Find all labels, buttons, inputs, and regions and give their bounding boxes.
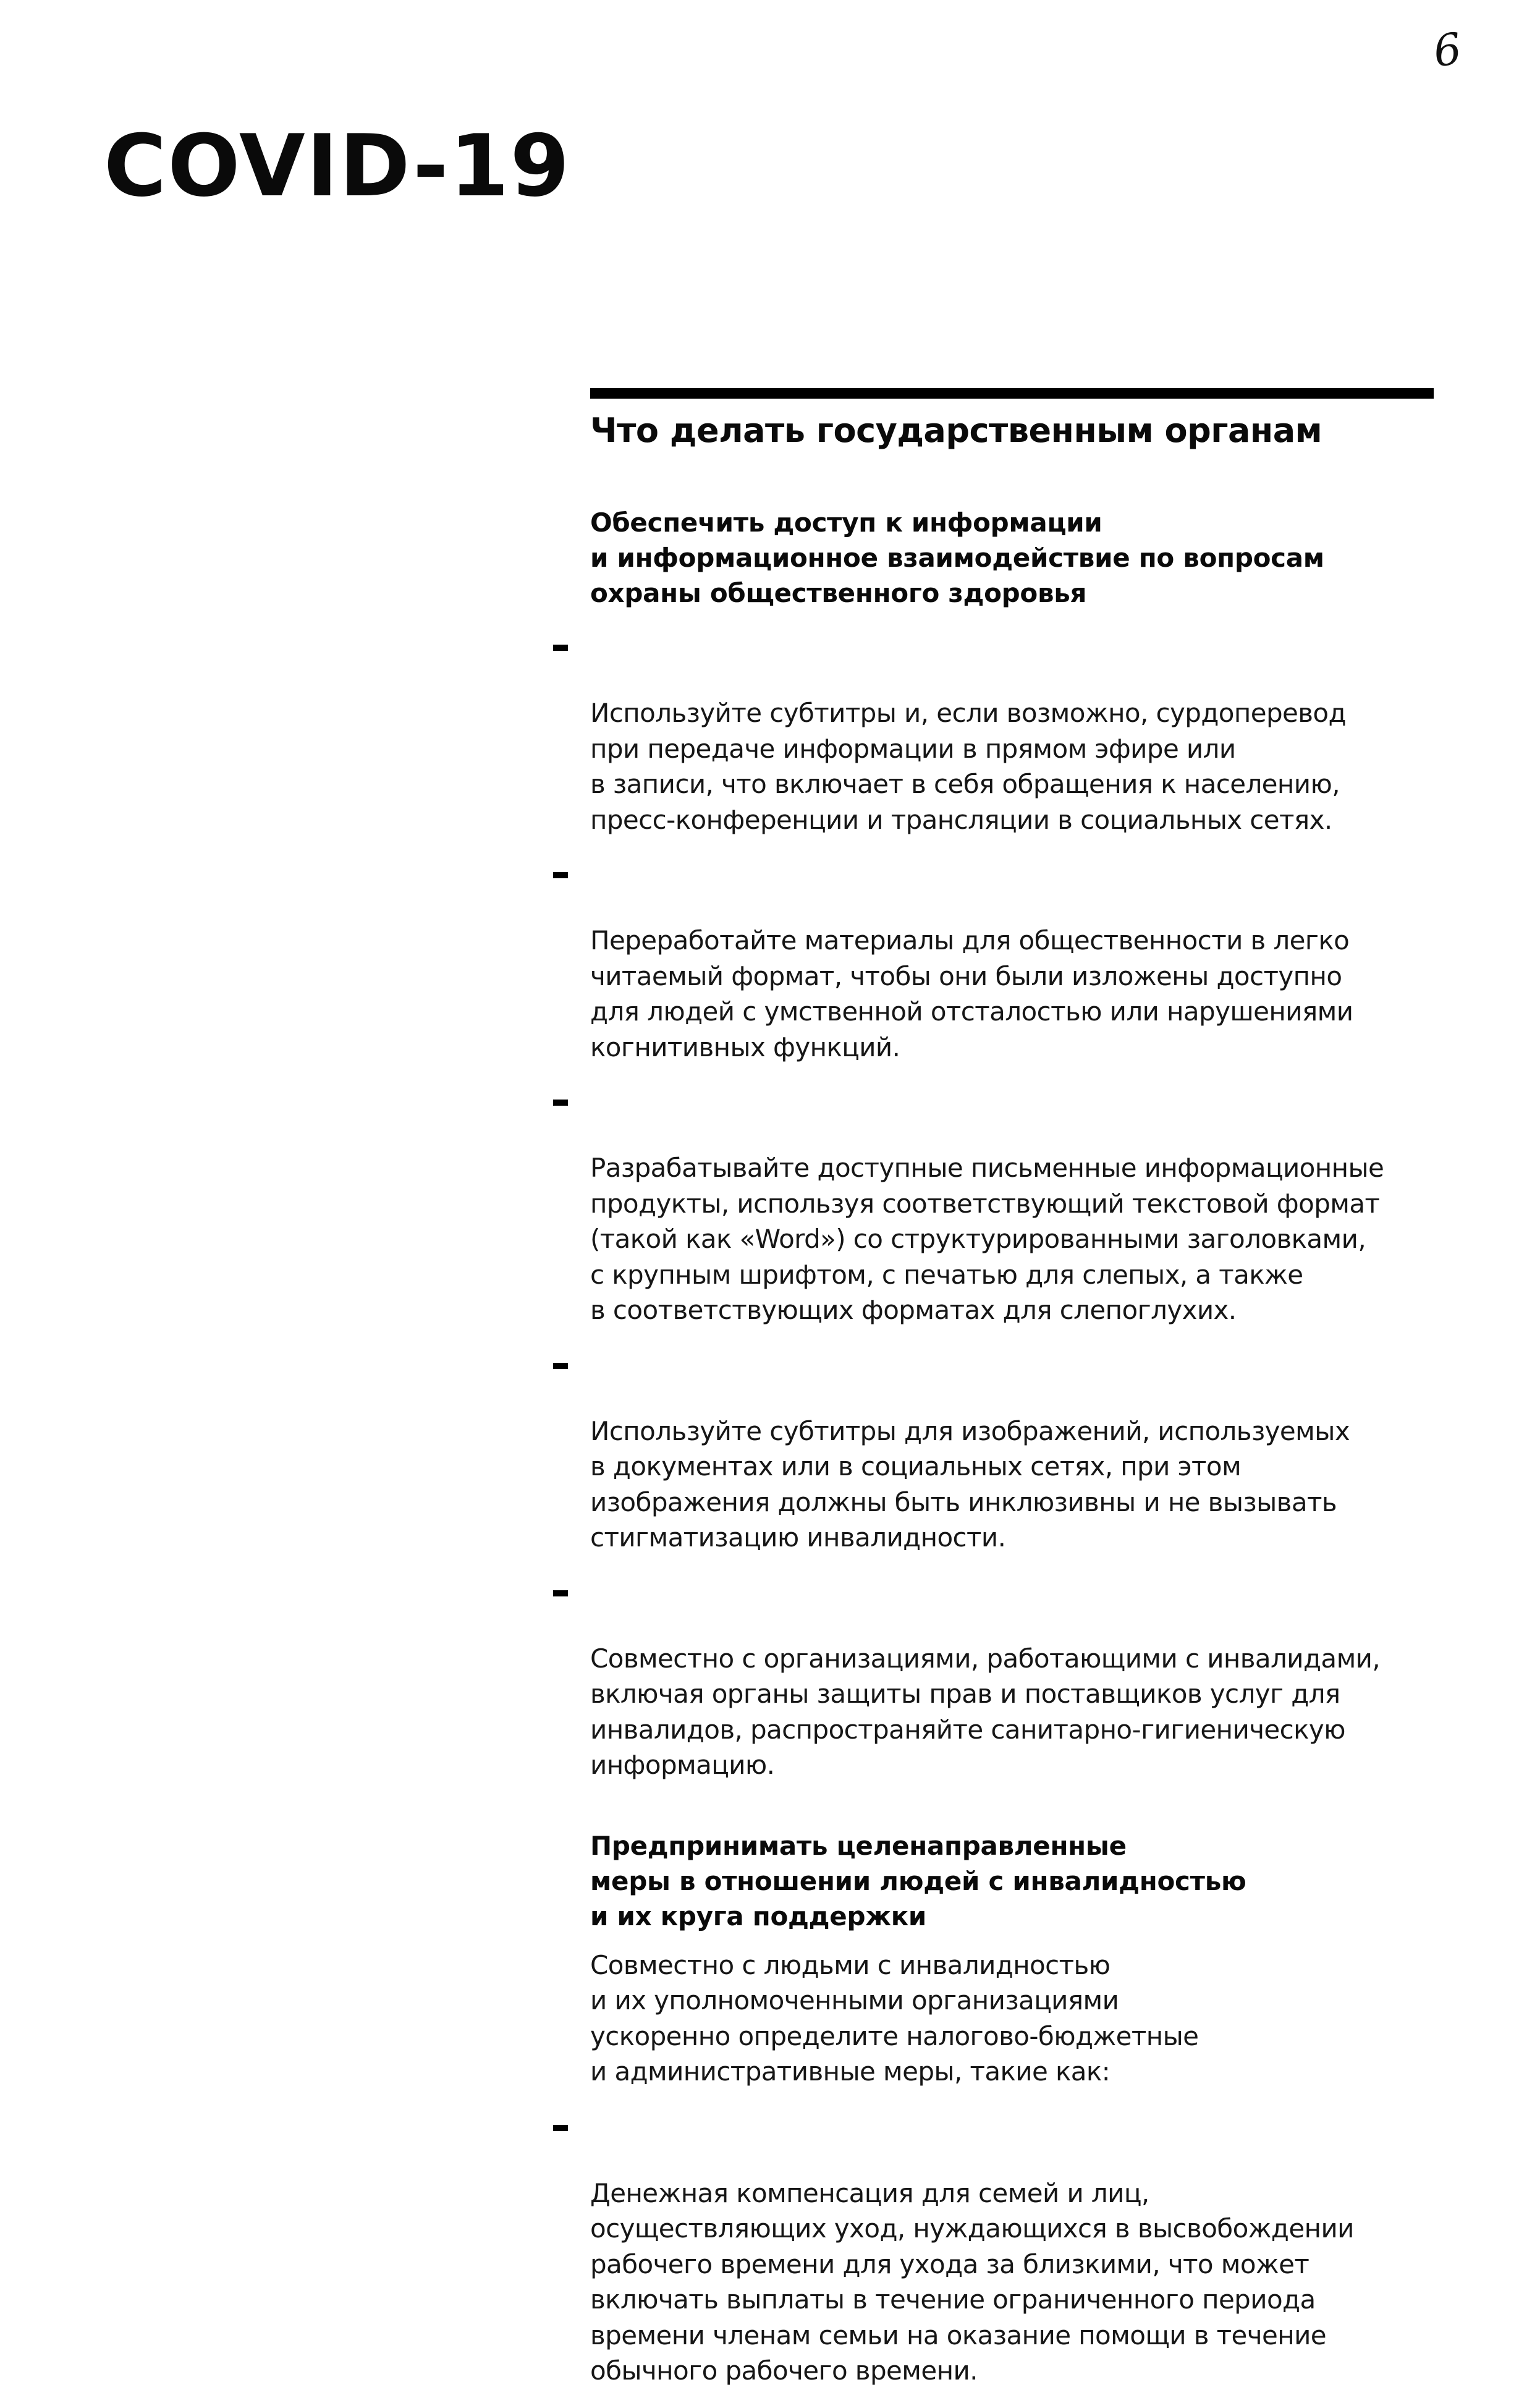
bullet-dash-icon — [553, 872, 568, 878]
bullet-list — [590, 2104, 1437, 2389]
bullet-list — [590, 624, 1437, 1783]
list-item-text: Денежная компенсация для семей и лиц, осуществляющих уход, нуждающихся в высвобождении рабочего времени для ухода за близкими, что может включать выплаты в течение ограниченного периода времени членам семьи на оказание помощи в течение обычного рабочего времени. — [590, 2177, 1354, 2386]
bullet-dash-icon — [553, 645, 568, 651]
list-item — [590, 852, 1437, 1065]
subsection-intro-paragraph: Совместно с людьми с инвалидностью и их уполномоченными организациями ускоренно определите налогово-бюджетные и административные меры, такие как: — [590, 1949, 1199, 2087]
handwritten-page-number: 6 — [1430, 23, 1465, 77]
section-heading: Что делать государственным органам — [590, 411, 1322, 450]
list-item-text: Используйте субтитры для изображений, используемых в документах или в социальных сетях, при этом изображения должны быть инклюзивны и не вызывать стигматизацию инвалидности. — [590, 1415, 1350, 1553]
bullet-dash-icon — [553, 2125, 568, 2131]
list-item — [590, 1570, 1437, 1783]
list-item — [590, 1342, 1437, 1556]
document-title: COVID-19 — [104, 116, 571, 216]
section-rule-divider — [590, 388, 1434, 399]
subsection-heading: Обеспечить доступ к информации и информационное взаимодействие по вопросам охраны общественного здоровья — [590, 507, 1324, 608]
list-item-text: Совместно с организациями, работающими с инвалидами, включая органы защиты прав и поставщиков услуг для инвалидов, распространяйте санитарно-гигиеническую информацию. — [590, 1643, 1381, 1780]
bullet-dash-icon — [553, 1590, 568, 1596]
list-item — [590, 2104, 1437, 2389]
bullet-dash-icon — [553, 1100, 568, 1106]
list-item — [590, 1079, 1437, 1328]
subsection-targeted-measures — [590, 1828, 1437, 2389]
list-item-text: Разрабатывайте доступные письменные информационные продукты, используя соответствующий текстовой формат (такой как «Word») со структурированными заголовками, с крупным шрифтом, с печатью для слепых, а также в соответствующих форматах для слепоглухих. — [590, 1153, 1384, 1325]
list-item — [590, 624, 1437, 837]
bullet-dash-icon — [553, 1363, 568, 1369]
subsection-heading: Предпринимать целенаправленные меры в отношении людей с инвалидностью и их круга поддержки — [590, 1830, 1246, 1931]
main-content — [590, 388, 1437, 2403]
list-item-text: Переработайте материалы для общественности в легко читаемый формат, чтобы они были изложены доступно для людей с умственной отсталостью или нарушениями когнитивных функций. — [590, 925, 1353, 1062]
subsection-information-access — [590, 505, 1437, 1783]
list-item-text: Используйте субтитры и, если возможно, сурдоперевод при передаче информации в прямом эфире или в записи, что включает в себя обращения к населению, пресс-конференции и трансляции в социальных сетях. — [590, 698, 1346, 835]
